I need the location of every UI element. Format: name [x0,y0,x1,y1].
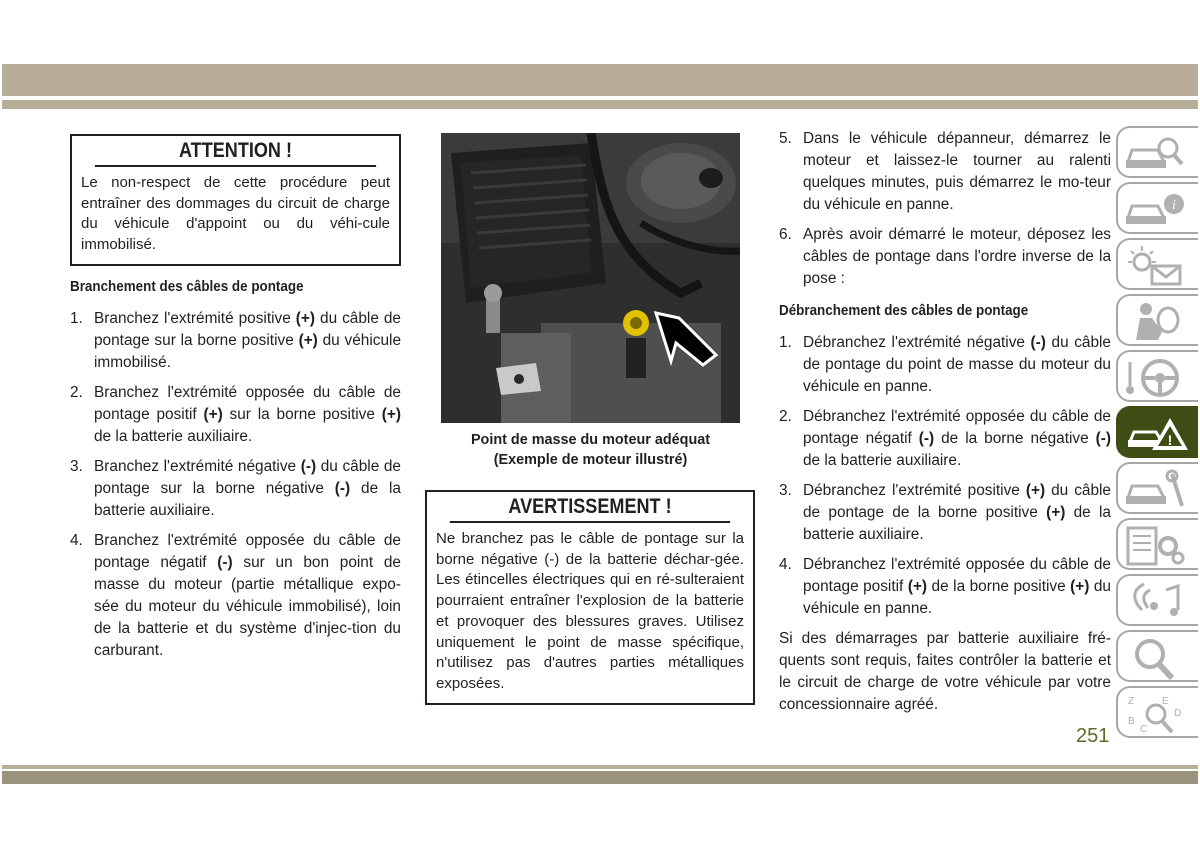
connect-steps [70,308,401,662]
svg-text:Z: Z [1128,696,1135,707]
tab-airbag-seat[interactable] [1116,294,1198,346]
closing-paragraph: Si des démarrages par batterie auxiliaire fré-quents sont requis, faites contrôler la batterie et le circuit de charge de votre véhicule par votre concessionnaire agréé. [779,630,1111,713]
disconnect-heading: Débranchement des câbles de pontage [779,303,1029,319]
specifications-icon [1122,524,1192,568]
warning-lights-icon [1122,244,1192,288]
connect-heading: Branchement des câbles de pontage [70,278,304,295]
svg-text:C: C [1140,724,1148,735]
engine-ground-photo [441,133,740,423]
warning-title: AVERTISSEMENT ! [450,492,730,523]
svg-text:i: i [1172,198,1176,213]
svg-text:!: ! [1167,432,1173,448]
right-column [779,128,1111,716]
car-maintenance-icon [1122,468,1192,512]
car-info-icon [1122,188,1192,232]
disconnect-steps [779,332,1111,620]
continue-steps [779,128,1111,290]
svg-text:D: D [1174,708,1182,719]
tab-car-search[interactable] [1116,126,1198,178]
attention-body: Le non-respect de cette procédure peut entraîner des dommages du circuit de charge du véhicule d'appoint ou du véhi-cule immobilisé. [81,174,390,254]
list-item: 6. Après avoir démarré le moteur, déposez les câbles de pontage dans l'ordre inverse de la pose : [779,226,1111,287]
search-icon [1122,636,1192,680]
multimedia-icon [1122,580,1192,624]
list-item: 2. Branchez l'extrémité opposée du câble de pontage positif (+) sur la borne positive (+) de la batterie auxiliaire. [70,383,401,445]
tab-warning-lights[interactable] [1116,238,1198,290]
warning-box [425,490,755,705]
tab-search[interactable] [1116,630,1198,682]
caption-line-1: Point de masse du moteur adéquat [470,432,711,448]
tab-car-info[interactable] [1116,182,1198,234]
car-search-icon [1122,132,1192,176]
airbag-seat-icon [1122,300,1192,344]
tab-car-maintenance[interactable] [1116,462,1198,514]
header-rule [2,100,1198,109]
index-icon [1122,692,1192,736]
list-item: 4. Débranchez l'extrémité opposée du câble de pontage positif (+) de la borne positive (+) du véhicule en panne. [779,556,1111,617]
list-item: 2. Débranchez l'extrémité opposée du câble de pontage négatif (-) de la borne négative (-) de la batterie auxiliaire. [779,408,1111,469]
attention-box [70,134,401,266]
caption-line-2: (Exemple de moteur illustré) [493,452,688,468]
left-column [70,134,401,670]
svg-text:E: E [1162,696,1169,707]
svg-text:B: B [1128,716,1135,727]
header-band [2,64,1198,96]
steering-wheel-icon [1122,356,1192,400]
footer-rule [2,765,1198,769]
footer-band [2,771,1198,784]
engine-photo-illustration [441,133,740,423]
list-item: 3. Branchez l'extrémité négative (-) du câble de pontage sur la borne négative (-) de la batterie auxiliaire. [70,457,401,519]
warning-body: Ne branchez pas le câble de pontage sur la borne négative (-) de la batterie déchar-gée. Les étincelles électriques qui en ré-sulteraient pourraient entraîner l'explosion de la batterie et provoquer des blessures graves. Utilisez uniquement le point de masse spécifique, n'utilisez pas d'autres parties métalliques exposées. [436,530,744,692]
list-item: 1. Branchez l'extrémité positive (+) du câble de pontage sur la borne positive (+) du véhicule immobilisé. [70,309,402,371]
list-item: 1. Débranchez l'extrémité négative (-) du câble de pontage du point de masse du moteur du véhicule en panne. [779,334,1111,395]
roadside-emergency-icon [1122,412,1192,456]
page-number: 251 [1076,725,1110,747]
figure-caption [441,430,740,470]
list-item: 4. Branchez l'extrémité opposée du câble de pontage négatif (-) sur un bon point de masse du moteur (partie métallique expo-sée du moteur du véhicule immobilisé), loin de la batterie et du système d'injec-tion du carburant. [70,531,401,659]
tab-roadside-emergency[interactable] [1116,406,1198,458]
tab-specifications[interactable] [1116,518,1198,570]
attention-title: ATTENTION ! [95,136,376,167]
list-item: 5. Dans le véhicule dépanneur, démarrez le moteur et laissez-le tourner au ralenti quelques minutes, puis démarrez le mo-teur du véhicule en panne. [779,130,1111,213]
tab-steering-wheel[interactable] [1116,350,1198,402]
list-item: 3. Débranchez l'extrémité positive (+) du câble de pontage de la borne positive (+) de la batterie auxiliaire. [779,482,1111,543]
tab-index[interactable] [1116,686,1198,738]
tab-multimedia[interactable] [1116,574,1198,626]
